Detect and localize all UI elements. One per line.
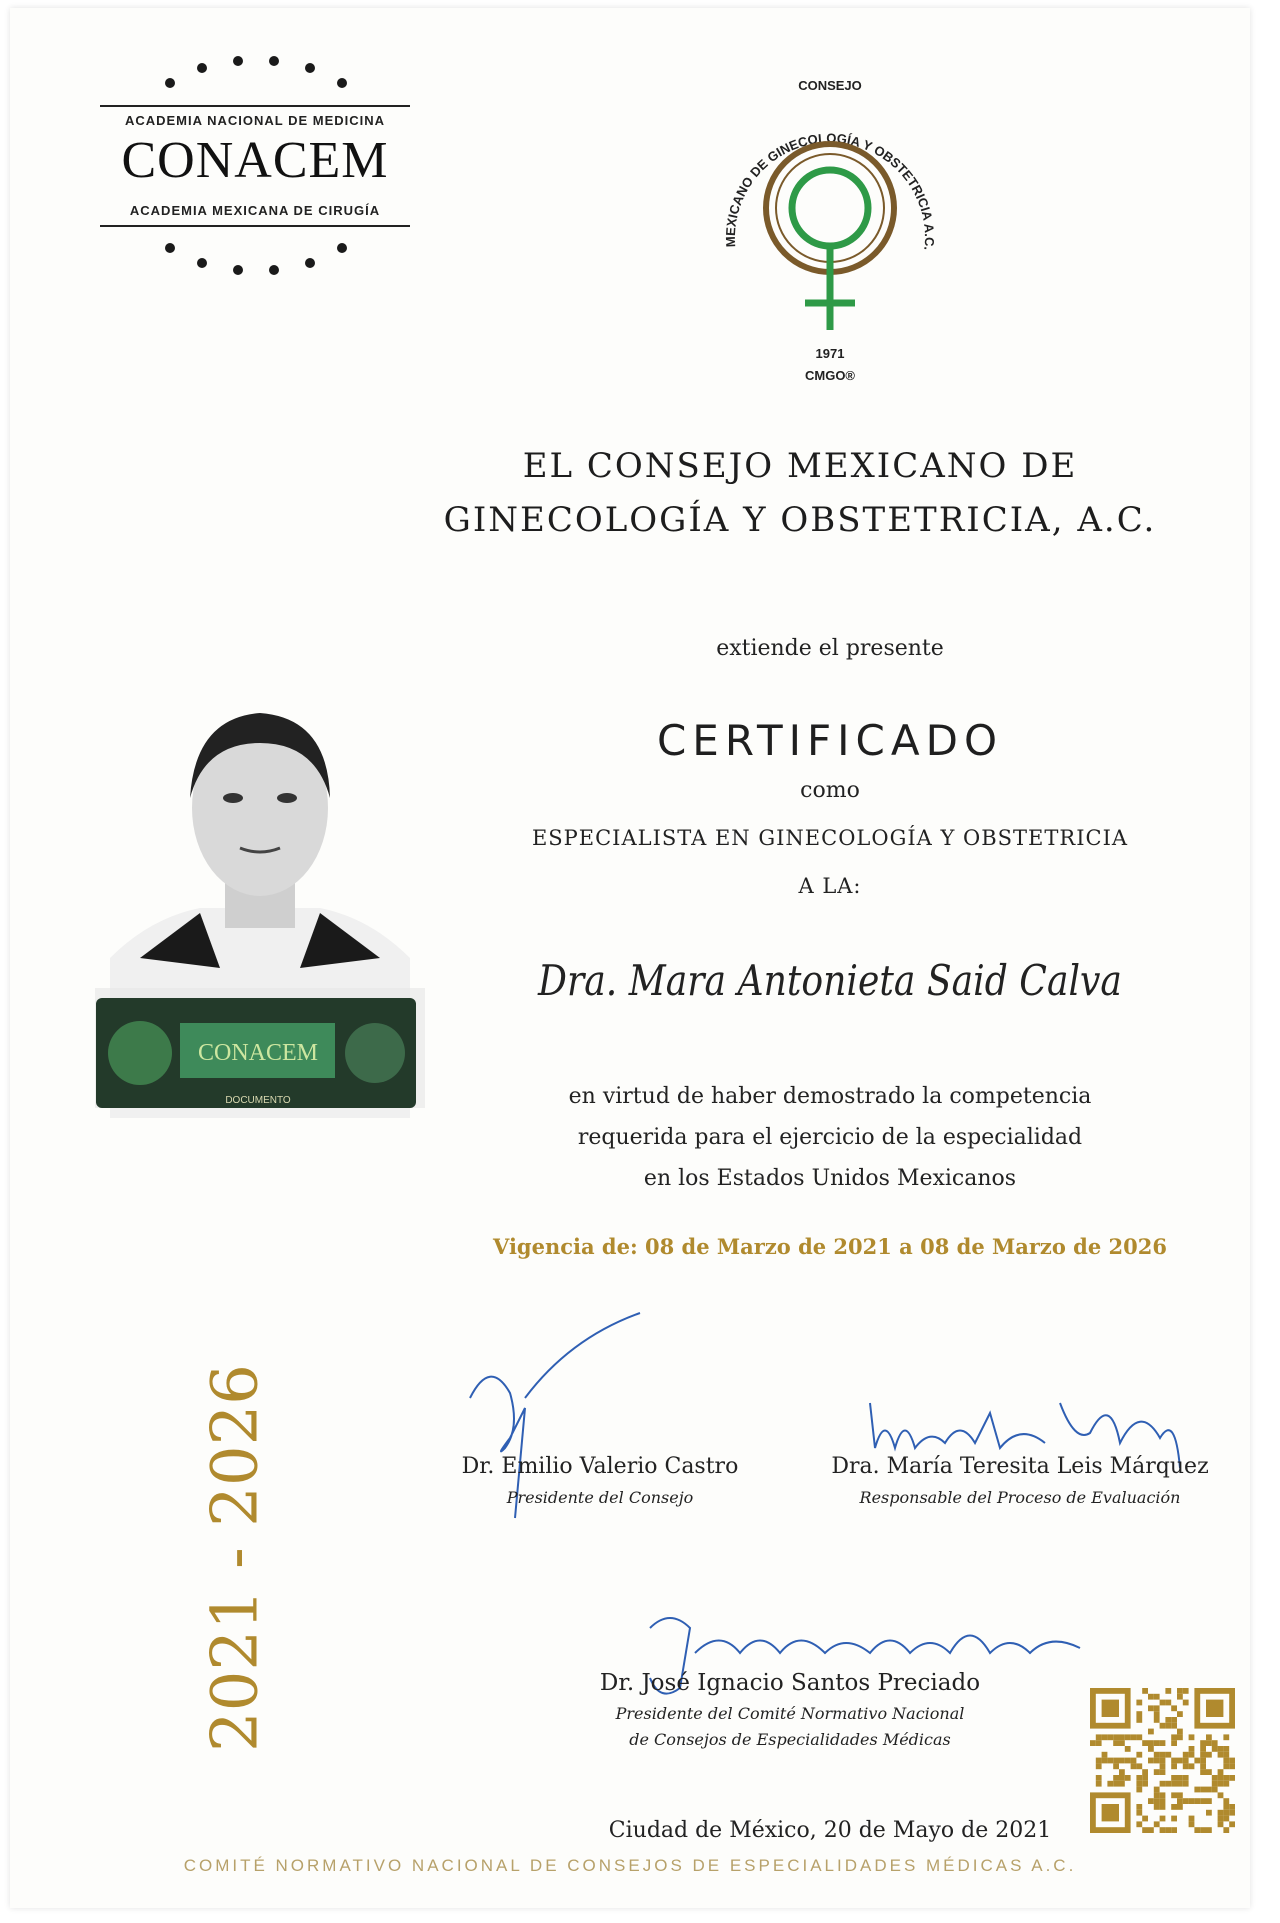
- stamp-label: DOCUMENTO: [225, 1095, 291, 1106]
- venus-symbol-icon: [792, 170, 868, 246]
- stamp-text: CONACEM: [197, 1040, 319, 1066]
- logo-main-text: CONACEM: [121, 132, 389, 189]
- signer-right-name: Dra. María Teresita Leis Márquez: [831, 1454, 1209, 1479]
- signer-left-role: Presidente del Consejo: [506, 1488, 694, 1507]
- signer-right-role: Responsable del Proceso de Evaluación: [859, 1488, 1181, 1507]
- certificate-sheet: [10, 8, 1250, 1908]
- seal-year: 1971: [815, 346, 845, 361]
- logo-bottom-text: ACADEMIA MEXICANA DE CIRUGÍA: [129, 203, 381, 218]
- svg-text:MEXICANO DE GINECOLOGÍA Y OBST: [723, 131, 937, 252]
- signer-bottom-name: Dr. José Ignacio Santos Preciado: [599, 1670, 981, 1696]
- cmgo-seal: [700, 68, 960, 408]
- specialty-text: ESPECIALISTA EN GINECOLOGÍA Y OBSTETRICIA: [531, 826, 1129, 850]
- place-date: Ciudad de México, 20 de Mayo de 2021: [608, 1818, 1052, 1843]
- body-line-3: en los Estados Unidos Mexicanos: [643, 1166, 1017, 1191]
- qr-code: [1090, 1688, 1235, 1833]
- seal-acronym: CMGO®: [804, 368, 856, 383]
- logo-top-text: ACADEMIA NACIONAL DE MEDICINA: [124, 113, 386, 128]
- intro-text: extiende el presente: [716, 636, 944, 661]
- signer-bottom-role-2: de Consejos de Especialidades Médicas: [629, 1730, 951, 1749]
- body-paragraph: [430, 1076, 1230, 1199]
- document-title: CERTIFICADO: [656, 716, 1004, 765]
- recipient-name: Dra. Mara Antonieta Said Calva: [538, 956, 1122, 1005]
- signer-bottom-role-1: Presidente del Comité Normativo Nacional: [615, 1704, 965, 1723]
- portrait-photo: [90, 698, 430, 1118]
- side-years: [160, 1318, 320, 1798]
- como-text: como: [800, 778, 860, 803]
- seal-arc-top: CONSEJO: [798, 78, 862, 93]
- body-line-2: requerida para el ejercicio de la especialidad: [577, 1125, 1083, 1150]
- logo-dots-bottom: [90, 238, 420, 278]
- a-la-text: A LA:: [798, 874, 862, 898]
- conacem-logo: [90, 53, 420, 283]
- logo-rule-top: [100, 105, 410, 107]
- seal-arc-text: MEXICANO DE GINECOLOGÍA Y OBSTETRICIA A.C.: [722, 130, 938, 252]
- council-title-line2: GINECOLOGÍA Y OBSTETRICIA, A.C.: [443, 500, 1157, 540]
- body-line-1: en virtud de haber demostrado la competencia: [568, 1084, 1092, 1109]
- side-years-text: 2021 - 2026: [198, 1363, 273, 1753]
- validity-text: Vigencia de: 08 de Marzo de 2021 a 08 de Marzo de 2026: [493, 1234, 1167, 1259]
- council-title-line1: EL CONSEJO MEXICANO DE: [522, 446, 1078, 486]
- footer-text: COMITÉ NORMATIVO NACIONAL DE CONSEJOS DE ESPECIALIDADES MÉDICAS A.C.: [183, 1856, 1077, 1875]
- logo-dots-top: [90, 53, 420, 93]
- signer-left-name: Dr. Emilio Valerio Castro: [461, 1454, 739, 1479]
- logo-rule-bottom: [100, 225, 410, 227]
